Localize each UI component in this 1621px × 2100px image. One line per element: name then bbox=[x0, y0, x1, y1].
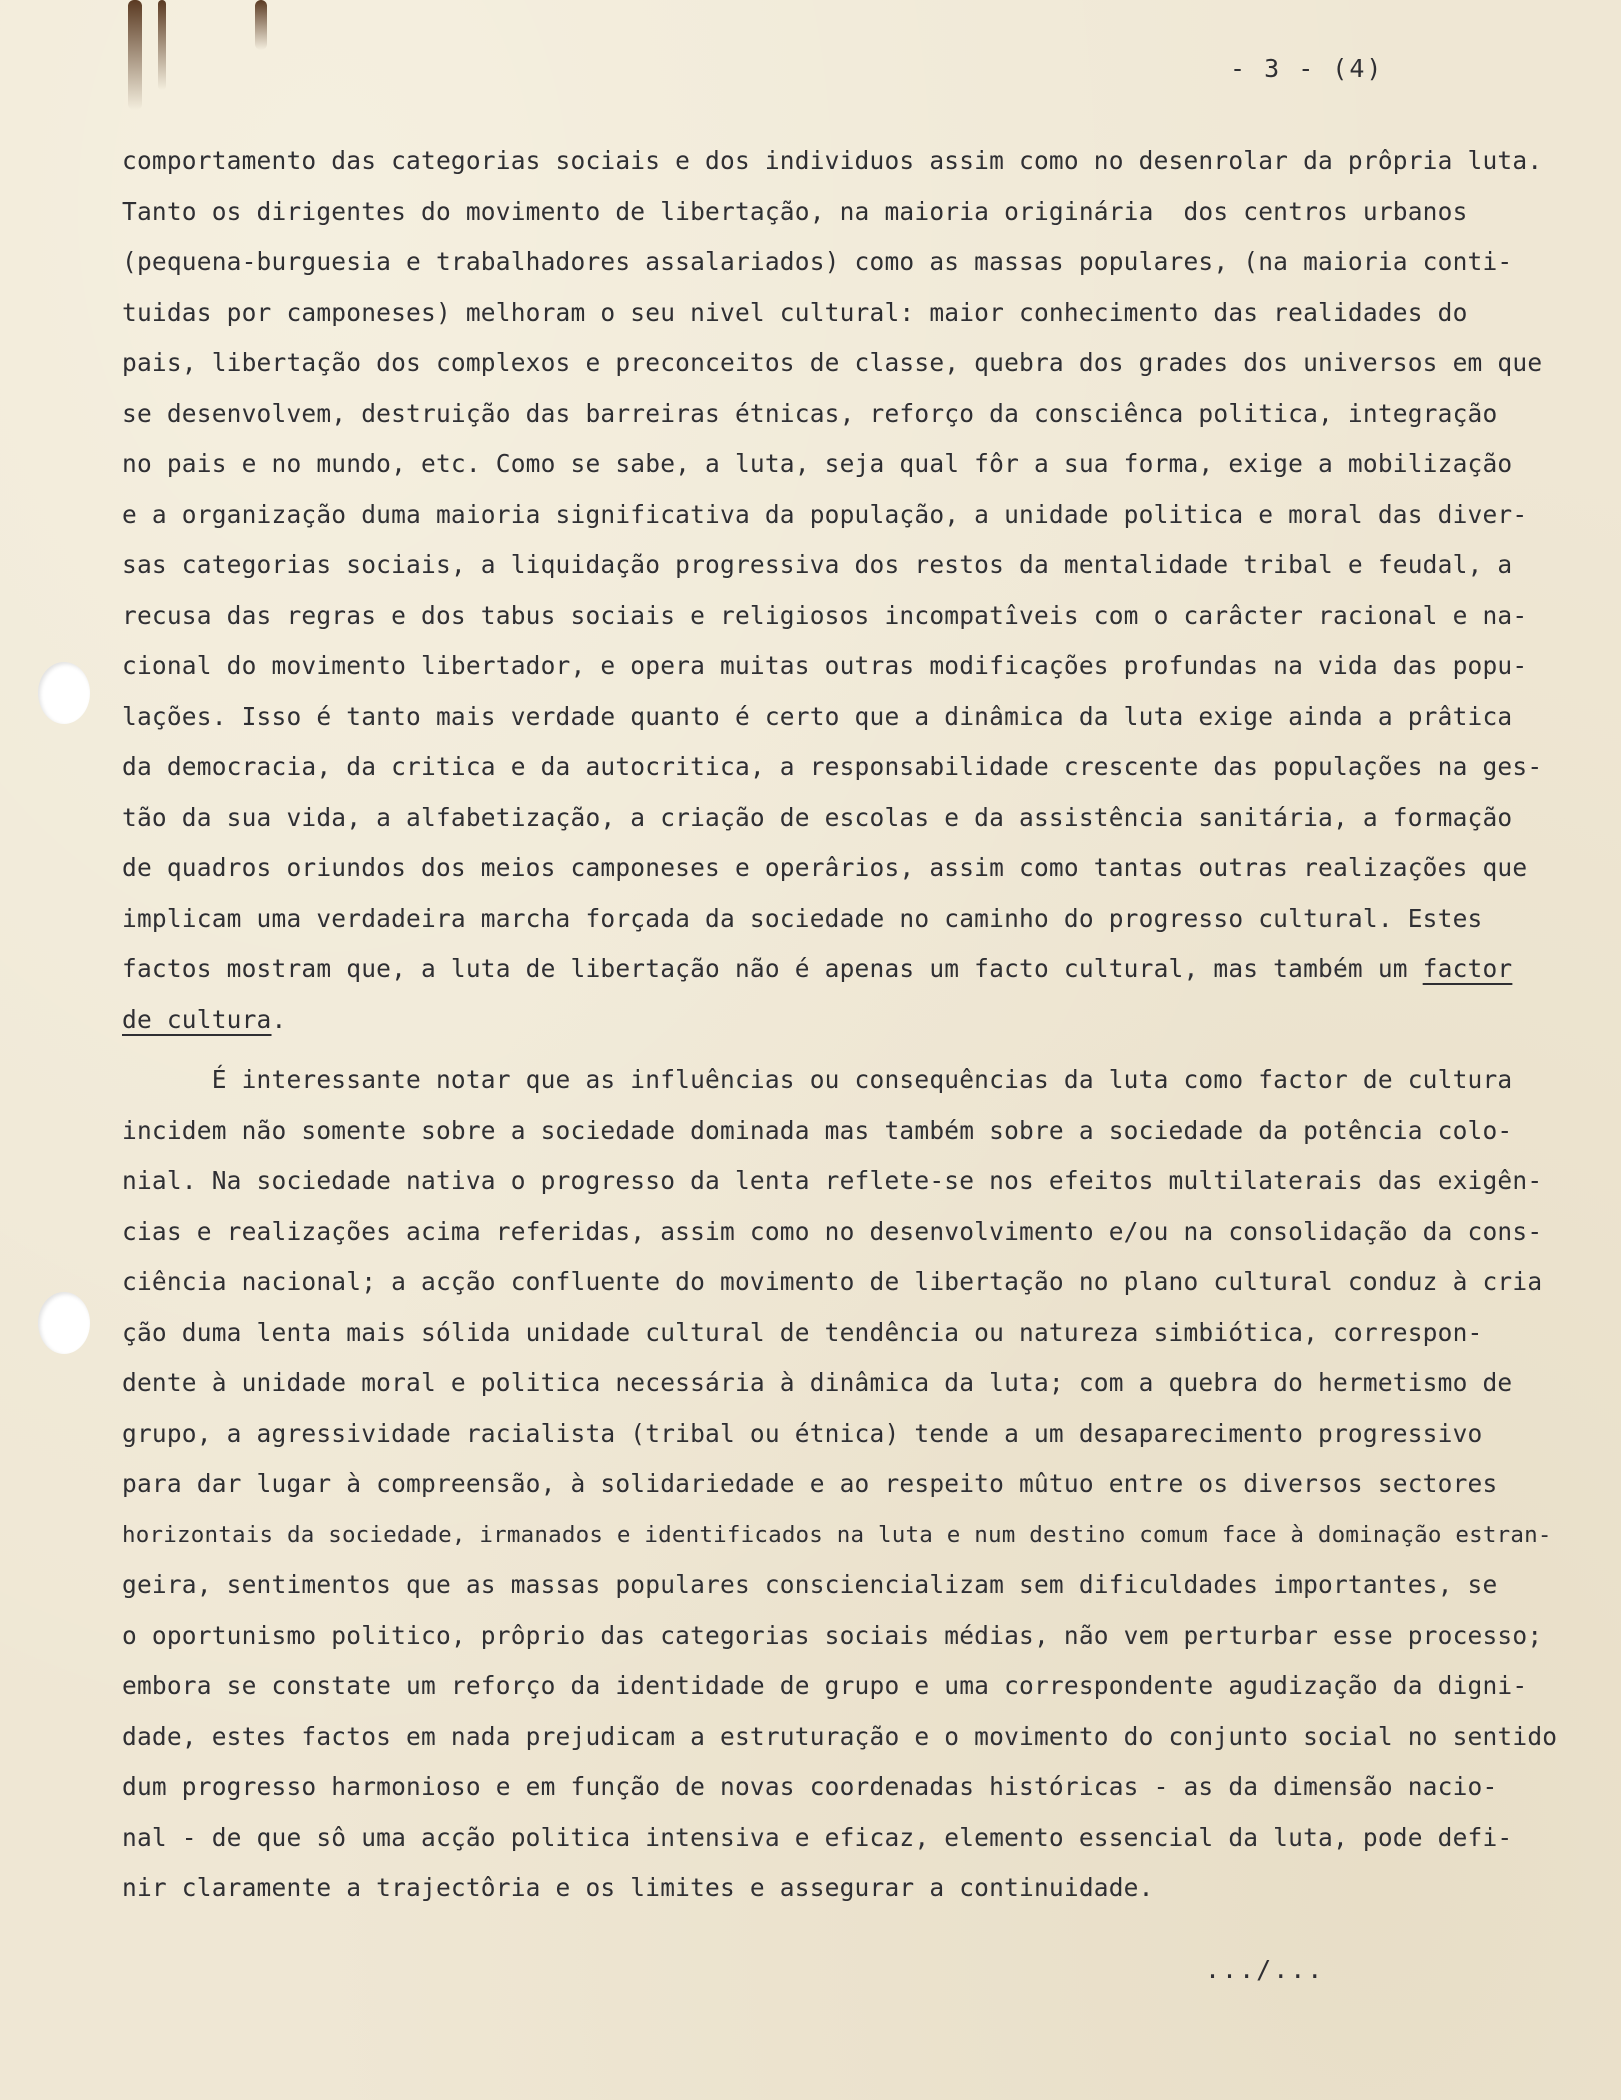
text-span: factos mostram que, a luta de libertação não é apenas um facto cultural, mas também um bbox=[122, 954, 1423, 983]
text-line: Tanto os dirigentes do movimento de libertação, na maioria originária dos centros urbanos bbox=[122, 196, 1468, 226]
text-line: dente à unidade moral e politica necessária à dinâmica da luta; com a quebra do hermetismo de bbox=[122, 1368, 1513, 1397]
text-line: implicam uma verdadeira marcha forçada da sociedade no caminho do progresso cultural. Estes bbox=[122, 903, 1483, 933]
punch-hole bbox=[38, 1292, 90, 1354]
paragraph bbox=[122, 1055, 1621, 1914]
text-line: pais, libertação dos complexos e preconceitos de classe, quebra dos grades dos universos em que bbox=[122, 348, 1543, 377]
text-line: de quadros oriundos dos meios camponeses e operârios, assim como tantas outras realizações que bbox=[122, 853, 1528, 882]
text-line: grupo, a agressividade racialista (tribal ou étnica) tende a um desaparecimento progressivo bbox=[122, 1418, 1483, 1448]
text-line: dade, estes factos em nada prejudicam a estruturação e o movimento do conjunto social no sentido bbox=[122, 1721, 1558, 1751]
text-line bbox=[122, 944, 1621, 995]
body-text bbox=[122, 136, 1621, 1914]
text-line: da democracia, da critica e da autocritica, a responsabilidade crescente das populações na ges- bbox=[122, 752, 1543, 781]
ink-stain bbox=[255, 0, 267, 50]
text-line: tuidas por camponeses) melhoram o seu nivel cultural: maior conhecimento das realidades do bbox=[122, 297, 1468, 327]
text-line: dum progresso harmonioso e em função de novas coordenadas históricas - as da dimensão nacio- bbox=[122, 1772, 1498, 1801]
text-line: ção duma lenta mais sólida unidade cultural de tendência ou natureza simbiótica, correspon- bbox=[122, 1317, 1483, 1347]
text-line: nial. Na sociedade nativa o progresso da lenta reflete-se nos efeitos multilaterais das exigên- bbox=[122, 1166, 1543, 1195]
text-line: geira, sentimentos que as massas populares consciencializam sem dificuldades importantes, se bbox=[122, 1570, 1498, 1599]
paragraph-gap bbox=[122, 1045, 1621, 1055]
continuation-mark: .../... bbox=[1205, 1955, 1325, 1984]
text-line: se desenvolvem, destruição das barreiras étnicas, reforço da consciênca politica, integração bbox=[122, 398, 1498, 428]
text-line: nir claramente a trajectôria e os limites e assegurar a continuidade. bbox=[122, 1873, 1154, 1902]
underlined-text: factor bbox=[1422, 954, 1513, 983]
text-line: tão da sua vida, a alfabetização, a criação de escolas e da assistência sanitária, a formação bbox=[122, 802, 1513, 832]
text-line: no pais e no mundo, etc. Como se sabe, a luta, seja qual fôr a sua forma, exige a mobilização bbox=[122, 449, 1513, 478]
ink-stain bbox=[128, 0, 142, 110]
text-line: cional do movimento libertador, e opera muitas outras modificações profundas na vida das popu- bbox=[122, 651, 1528, 680]
text-line: lações. Isso é tanto mais verdade quanto é certo que a dinâmica da luta exige ainda a prâtica bbox=[122, 701, 1513, 731]
text-line: (pequena-burguesia e trabalhadores assalariados) como as massas populares, (na maioria conti- bbox=[122, 247, 1513, 276]
text-line: comportamento das categorias sociais e dos individuos assim como no desenrolar da prôpria luta. bbox=[122, 146, 1543, 175]
text-line: nal - de que sô uma acção politica intensiva e eficaz, elemento essencial da luta, pode defi- bbox=[122, 1822, 1513, 1852]
text-line: o oportunismo politico, prôprio das categorias sociais médias, não vem perturbar esse processo; bbox=[122, 1620, 1543, 1650]
text-line: sas categorias sociais, a liquidação progressiva dos restos da mentalidade tribal e feudal, a bbox=[122, 550, 1513, 579]
text-line: incidem não somente sobre a sociedade dominada mas também sobre a sociedade da potência colo- bbox=[122, 1115, 1513, 1145]
text-line: para dar lugar à compreensão, à solidariedade e ao respeito mûtuo entre os diversos sectores bbox=[122, 1469, 1498, 1498]
text-line: horizontais da sociedade, irmanados e identificados na luta e num destino comum face à dominação estran- bbox=[122, 1521, 1552, 1548]
text-line: embora se constate um reforço da identidade de grupo e uma correspondente agudização da digni- bbox=[122, 1671, 1528, 1700]
text-line: recusa das regras e dos tabus sociais e religiosos incompatîveis com o carâcter racional e na- bbox=[122, 600, 1528, 630]
underlined-text: de cultura bbox=[122, 1004, 272, 1034]
text-line bbox=[122, 995, 1621, 1046]
page-number: - 3 - (4) bbox=[1230, 54, 1384, 83]
paragraph bbox=[122, 136, 1621, 1045]
ink-stain bbox=[158, 0, 166, 90]
punch-hole bbox=[38, 662, 90, 724]
text-line: É interessante notar que as influências ou consequências da luta como factor de cultura bbox=[122, 1065, 1513, 1094]
text-line: e a organização duma maioria significativa da população, a unidade politica e moral das diver- bbox=[122, 499, 1528, 529]
text-line: ciência nacional; a acção confluente do movimento de libertação no plano cultural conduz à cria bbox=[122, 1267, 1543, 1296]
text-line: cias e realizações acima referidas, assim como no desenvolvimento e/ou na consolidação da cons- bbox=[122, 1216, 1543, 1246]
text-span: . bbox=[271, 1004, 287, 1034]
